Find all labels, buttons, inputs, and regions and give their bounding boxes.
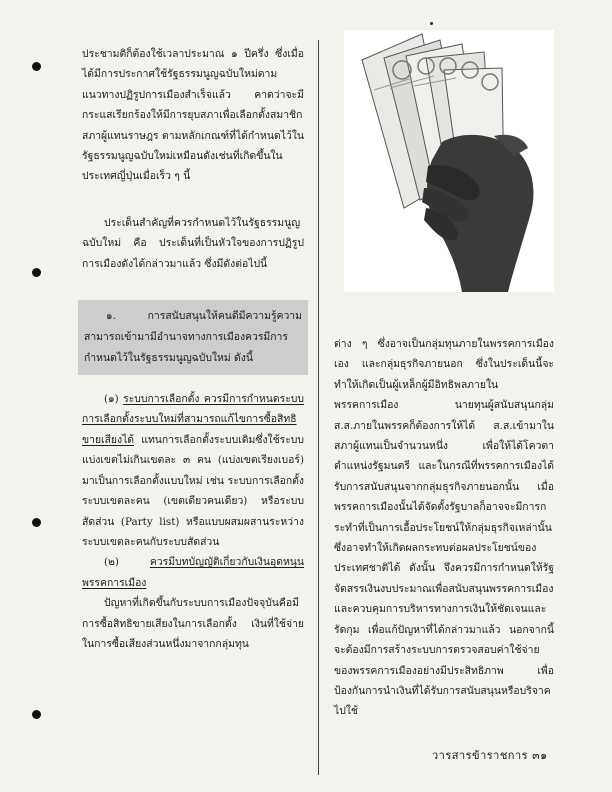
punch-hole-icon [32,710,41,719]
item-1-label: (๑) [104,393,119,406]
item-2-paragraph [82,552,304,593]
item-2-heading: ควรมีบทบัญญัติเกี่ยวกับเงินอุดหนุนพรรคการเมือง [82,556,304,589]
item-2-label: (๒) [104,556,119,569]
punch-hole-icon [32,518,41,527]
paragraph-vote-buying: ปัญหาที่เกิดขึ้นกับระบบการเมืองปัจจุบันคือมีการซื้อสิทธิขายเสียงในการเลือกตั้ง เงินที่ใช้จ่ายในการซื้อเสียงส่วนหนึ่งมาจากกลุ่มทุน [82,597,304,650]
item-1-body: แทนการเลือกตั้งระบบเดิมซึ่งใช้ระบบแบ่งเขตไม่เกินเขตละ ๓ คน (แบ่งเขตเรียงเบอร์) มาเป็นการเลือกตั้งแบบใหม่ เช่น ระบบการเลือกตั้ง ระบบเขตละคน (เขตเดียวคนเดียว) หรือระบบสัดส่วน (Party list) หรือแบบผสมผสานระหว่างระบบเขตละคนกับระบบสัดส่วน [82,433,304,548]
page-footer [432,746,548,764]
page-number: ๓๑ [532,749,548,762]
paragraph-party-funding: ต่าง ๆ ซึ่งอาจเป็นกลุ่มทุนภายในพรรคการเมืองเอง และกลุ่มธุรกิจภายนอก ซึ่งในประเด็นนี้จะทำให้เกิดเป็นผู้เหล็กผู้มีอิทธิพลภายในพรรคการเมือง นายทุนผู้สนับสนุนกลุ่ม ส.ส.ภายในพรรคก็ต้องการให้ได้ ส.ส.เข้ามาในสภาผู้แทนเป็นจำนวนหนึ่ง เพื่อให้ได้โควตาตำแหน่งรัฐมนตรี และในกรณีที่พรรคการเมืองได้รับการสนับสนุนจากกลุ่มธุรกิจภายนอกนั้น เมื่อพรรคการเมืองนั้นได้จัดตั้งรัฐบาลก็อาจจะมีการกระทำที่เป็นการเอื้อประโยชน์ให้กลุ่มธุรกิจเหล่านั้น ซึ่งอาจทำให้เกิดผลกระทบต่อผลประโยชน์ของประเทศชาติได้ ดังนั้น จึงควรมีการกำหนดให้รัฐจัดสรรเงินงบประมาณเพื่อสนับสนุนพรรคการเมืองและควบคุมการบริหารทางการเงินให้ชัดเจนและรัดกุม เพื่อแก้ปัญหาที่ได้กล่าวมาแล้ว นอกจากนี้จะต้องมีการสร้างระบบการตรวจสอบค่าใช้จ่ายของพรรคการเมืองอย่างมีประสิทธิภาพ เพื่อป้องกันการนำเงินที่ได้รับการสนับสนุนหรือบริจาคไปใช้ [334,338,554,718]
punch-hole-icon [32,268,41,277]
banknotes-illustration [344,30,554,292]
punch-hole-icon [32,62,41,71]
column-divider [318,40,319,775]
left-column [82,44,304,654]
paragraph-key-issues: ประเด็นสำคัญที่ควรกำหนดไว้ในรัฐธรรมนูญฉบับใหม่ คือ ประเด็นที่เป็นหัวใจของการปฏิรูปการเมืองดังได้กล่าวมาแล้ว ซึ่งมีดังต่อไปนี้ [82,216,304,270]
highlighted-section-heading [78,300,308,375]
paragraph-intro: ประชามติก็ต้องใช้เวลาประมาณ ๑ ปีครึ่ง ซึ่งเมื่อได้มีการประกาศใช้รัฐธรรมนูญฉบับใหม่ตามแนวทางปฏิรูปการเมืองสำเร็จแล้ว คาดว่าจะมีกระแสเรียกร้องให้มีการยุบสภาเพื่อเลือกตั้งสมาชิกสภาผู้แทนราษฎร ตามหลักเกณฑ์ที่ได้กำหนดไว้ในรัฐธรรมนูญฉบับใหม่เหมือนดังเช่นที่เกิดขึ้นในประเทศญี่ปุ่นเมื่อเร็ว ๆ นี้ [82,48,304,183]
hand-holding-banknotes-photo [344,30,554,292]
speck-mark [430,22,433,25]
item-1-heading: ระบบการเลือกตั้ง ควรมีการกำหนดระบบการเลือกตั้งระบบใหม่ที่สามารถแก้ไขการซื้อสิทธิขายเสียงได้ [82,393,304,446]
item-1-paragraph [82,389,304,552]
right-column [334,334,554,722]
callout-text: ๑. การสนับสนุนให้คนดีมีความรู้ความสามารถเข้ามามีอำนาจทางการเมืองควรมีการกำหนดไว้ในรัฐธรรมนูญฉบับใหม่ ดังนี้ [84,310,302,365]
journal-name: วารสารข้าราชการ [432,749,529,762]
